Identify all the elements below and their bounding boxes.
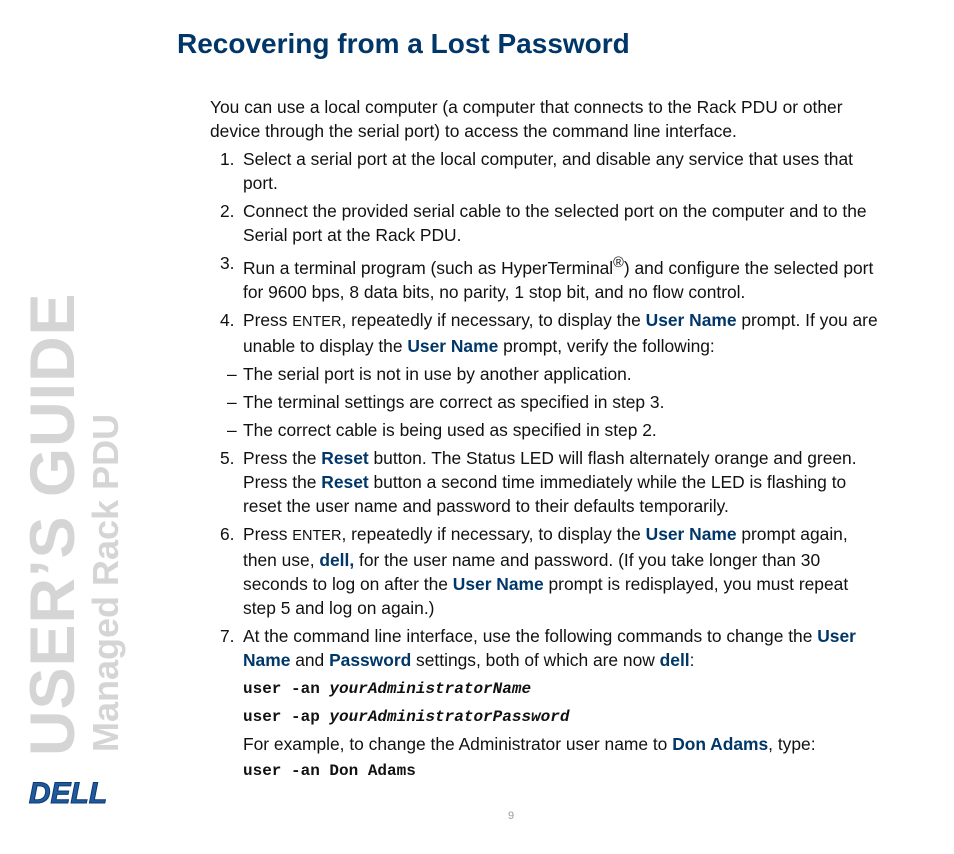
step-text: for the user name and password. (If you take longer than 30 seconds to log on after the bbox=[243, 549, 821, 594]
check-item bbox=[210, 362, 880, 386]
step-text: At the command line interface, use the following commands to change the bbox=[243, 625, 818, 646]
step-number: 5. bbox=[220, 447, 235, 468]
step-text: Press bbox=[243, 309, 293, 330]
command-line bbox=[210, 704, 880, 730]
check-item bbox=[210, 418, 880, 442]
step-text: Press the bbox=[243, 447, 322, 468]
step-text: , repeatedly if necessary, to display the bbox=[341, 523, 646, 544]
step-1 bbox=[210, 147, 880, 195]
command-line: user -an Don Adams bbox=[243, 761, 416, 780]
step-2 bbox=[210, 199, 880, 247]
term-reset: Reset bbox=[321, 447, 369, 468]
check-text: The terminal settings are correct as specified in step 3. bbox=[243, 391, 665, 412]
step-number: 3. bbox=[220, 253, 235, 273]
page-title: Recovering from a Lost Password bbox=[177, 28, 630, 59]
term-user-name: User Name bbox=[452, 573, 544, 594]
step-number: 4. bbox=[220, 309, 235, 330]
command-argument: yourAdministratorName bbox=[329, 679, 532, 698]
term-password: Password bbox=[329, 649, 412, 670]
step-number: 1. bbox=[220, 149, 235, 169]
step-text: prompt. If you are unable to display the bbox=[243, 309, 878, 356]
term-dell: dell bbox=[659, 649, 690, 670]
command-prefix: user -ap bbox=[243, 707, 330, 726]
registered-mark: ® bbox=[613, 255, 624, 271]
term-user-name: User Name bbox=[645, 523, 737, 544]
step-text: prompt, verify the following: bbox=[498, 335, 715, 356]
step-number: 2. bbox=[220, 201, 235, 221]
page-content bbox=[210, 95, 880, 786]
step-text: : bbox=[689, 649, 695, 670]
step-5 bbox=[210, 446, 880, 518]
step-3 bbox=[210, 251, 880, 304]
dell-logo-text: DELL bbox=[28, 777, 108, 808]
dash-mark: – bbox=[227, 391, 237, 412]
step-number: 6. bbox=[220, 523, 235, 544]
step-text: and bbox=[290, 649, 330, 670]
step-4 bbox=[210, 308, 880, 358]
step-text: button. The Status LED will flash alternately orange and green. Press the bbox=[243, 447, 857, 492]
sidebar-product-subtitle: Managed Rack PDU bbox=[85, 413, 126, 752]
step-number: 7. bbox=[220, 625, 235, 646]
enter-key: ENTER bbox=[292, 313, 342, 330]
command-line bbox=[210, 676, 880, 702]
step-text: ) and configure the selected port for 9600 bps, 8 data bits, no parity, 1 stop bit, and no flow control. bbox=[243, 257, 874, 302]
step-6 bbox=[210, 522, 880, 620]
term-user-name: User Name bbox=[407, 335, 499, 356]
check-item bbox=[210, 390, 880, 414]
dash-mark: – bbox=[227, 363, 237, 384]
step-text: Run a terminal program (such as HyperTerminal bbox=[243, 257, 614, 278]
intro-paragraph: You can use a local computer (a computer that connects to the Rack PDU or other device through the serial port) to access the command line interface. bbox=[210, 97, 843, 141]
dash-mark: – bbox=[227, 419, 237, 440]
command-prefix: user -an bbox=[243, 679, 330, 698]
command-argument: yourAdministratorPassword bbox=[329, 707, 570, 726]
term-dell: dell, bbox=[319, 549, 355, 570]
step-text: prompt again, then use, bbox=[243, 523, 848, 570]
term-user-name: User Name bbox=[645, 309, 737, 330]
step-text: Connect the provided serial cable to the selected port on the computer and to the Serial port at the Rack PDU. bbox=[243, 201, 867, 245]
check-text: The serial port is not in use by another application. bbox=[243, 363, 632, 384]
step-text: , repeatedly if necessary, to display the bbox=[341, 309, 646, 330]
example-text bbox=[210, 732, 880, 756]
dell-logo bbox=[24, 776, 112, 808]
step-7 bbox=[210, 624, 880, 672]
step-text: Select a serial port at the local computer, and disable any service that uses that port. bbox=[243, 149, 853, 193]
step-text: prompt is redisplayed, you must repeat step 5 and log on again.) bbox=[243, 573, 849, 618]
page-number: 9 bbox=[507, 810, 515, 822]
step-text: settings, both of which are now bbox=[411, 649, 660, 670]
enter-key: ENTER bbox=[292, 527, 342, 544]
check-text: The correct cable is being used as specified in step 2. bbox=[243, 419, 657, 440]
example-name: Don Adams bbox=[672, 733, 769, 754]
example-text-part: , type: bbox=[768, 733, 816, 754]
term-user-name: User Name bbox=[243, 625, 856, 670]
example-text-part: For example, to change the Administrator user name to bbox=[243, 733, 673, 754]
step-text: Press bbox=[243, 523, 293, 544]
sidebar-guide-title: USER’S GUIDE bbox=[18, 292, 88, 756]
term-reset: Reset bbox=[321, 471, 369, 492]
step-text: button a second time immediately while the LED is flashing to reset the user name and password to their defaults temporarily. bbox=[243, 471, 847, 516]
